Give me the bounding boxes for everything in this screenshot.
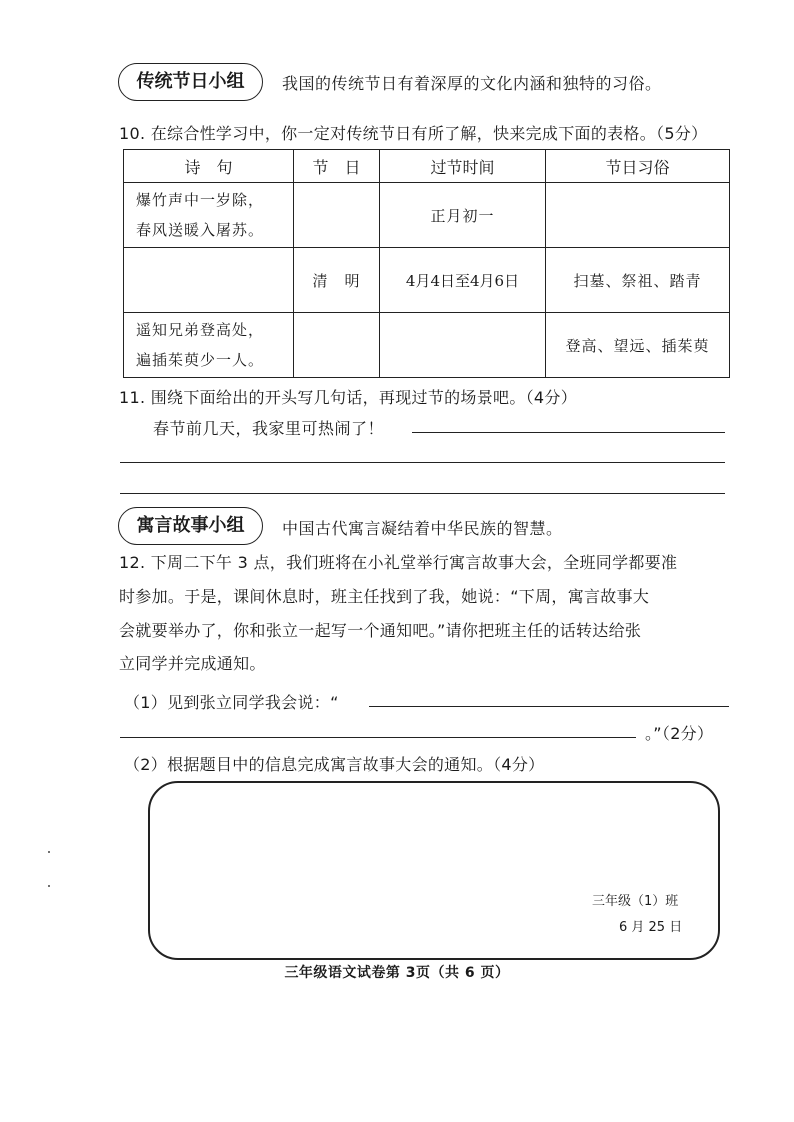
q12-sub1: （1）见到张立同学我会说：“: [124, 693, 339, 712]
festival-answer-cell[interactable]: [294, 183, 380, 248]
poem-cell: [124, 313, 294, 378]
poem-line: 遥知兄弟登高处，: [136, 321, 265, 339]
festival-cell: 清 明: [294, 248, 380, 313]
question-12-line: 时参加。于是，课间休息时，班主任找到了我，她说：“下周，寓言故事大: [119, 587, 650, 606]
table-row: [124, 248, 730, 313]
table-header: 诗 句: [124, 150, 294, 183]
time-cell: 正月初一: [380, 183, 546, 248]
section-intro: 中国古代寓言凝结着中华民族的智慧。: [282, 519, 563, 538]
section-tag-fables: 寓言故事小组: [118, 507, 263, 545]
question-12-line: 会就要举办了，你和张立一起写一个通知吧。”请你把班主任的话转达给张: [119, 621, 642, 640]
time-cell: 4月4日至4月6日: [380, 248, 546, 313]
answer-line[interactable]: [120, 493, 725, 494]
q12-sub1-end: 。”（2分）: [645, 724, 714, 743]
q12-sub2: （2）根据题目中的信息完成寓言故事大会的通知。（4分）: [124, 755, 545, 774]
table-header: 过节时间: [380, 150, 546, 183]
scan-speck: [48, 885, 50, 887]
question-12-line: 立同学并完成通知。: [119, 654, 266, 673]
custom-cell: 登高、望远、插茱萸: [546, 313, 730, 378]
answer-line[interactable]: [120, 737, 636, 738]
notice-class: 三年级（1）班: [592, 894, 679, 909]
poem-answer-cell[interactable]: [124, 248, 294, 313]
table-header: 节日习俗: [546, 150, 730, 183]
time-answer-cell[interactable]: [380, 313, 546, 378]
custom-cell: 扫墓、祭祖、踏青: [546, 248, 730, 313]
page-footer: 三年级语文试卷第 3页（共 6 页）: [284, 965, 510, 981]
table-header: 节 日: [294, 150, 380, 183]
poem-line: 遍插茱萸少一人。: [136, 351, 265, 369]
section-tag-traditional-festivals: 传统节日小组: [118, 63, 263, 101]
answer-line[interactable]: [369, 706, 729, 707]
q11-prompt: 春节前几天，我家里可热闹了！: [153, 419, 385, 438]
poem-cell: [124, 183, 294, 248]
table-row: [124, 183, 730, 248]
answer-line[interactable]: [120, 462, 725, 463]
notice-date: 6 月 25 日: [619, 920, 683, 935]
poem-line: 爆竹声中一岁除，: [136, 191, 265, 209]
scan-speck: [48, 851, 50, 853]
section-intro: 我国的传统节日有着深厚的文化内涵和独特的习俗。: [282, 74, 662, 93]
custom-answer-cell[interactable]: [546, 183, 730, 248]
festival-answer-cell[interactable]: [294, 313, 380, 378]
answer-line[interactable]: [412, 432, 725, 433]
festival-table: [123, 149, 730, 378]
table-row: [124, 313, 730, 378]
question-10: 10. 在综合性学习中，你一定对传统节日有所了解，快来完成下面的表格。（5分）: [119, 124, 708, 143]
poem-line: 春风送暖入屠苏。: [136, 221, 265, 239]
question-11: 11. 围绕下面给出的开头写几句话，再现过节的场景吧。（4分）: [119, 388, 578, 407]
question-12-line: 12. 下周二下午 3 点，我们班将在小礼堂举行寓言故事大会，全班同学都要准: [119, 553, 678, 572]
